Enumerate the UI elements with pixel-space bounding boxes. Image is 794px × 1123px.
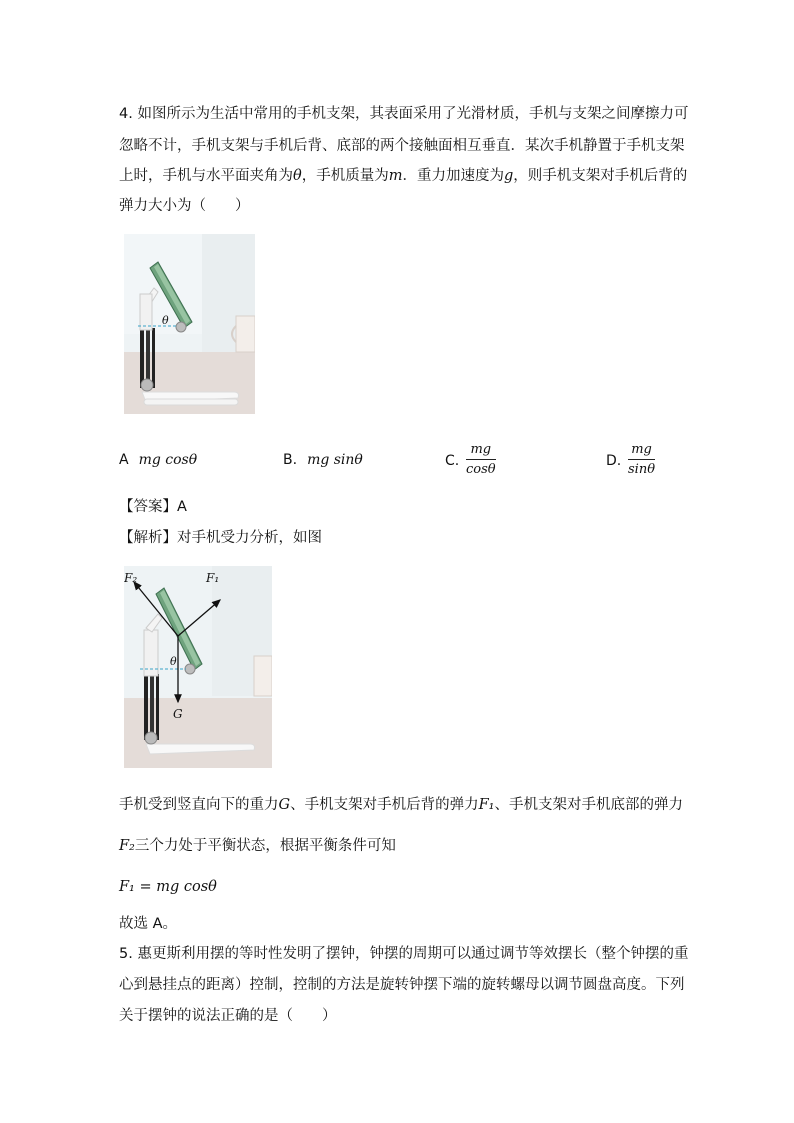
analysis-line-2: [119, 836, 396, 856]
analysis-line-2-b: 三个力处于平衡状态，根据平衡条件可知: [134, 838, 396, 854]
analysis-line-1: [119, 795, 683, 815]
analysis-f1: F₁: [478, 797, 495, 813]
q4-gravity: g: [503, 168, 514, 184]
option-c-denominator: cosθ: [466, 462, 496, 477]
q4-line-3-b: ，手机质量为: [301, 168, 389, 184]
option-d-label: D.: [606, 453, 622, 469]
fig-theta-label: θ: [170, 655, 177, 668]
phone-stand-figure: [124, 234, 255, 414]
analysis-line: [119, 528, 322, 548]
q4-line-1: 4. 如图所示为生活中常用的手机支架，其表面采用了光滑材质，手机与支架之间摩擦力可: [119, 106, 689, 122]
q5-line-2: 心到悬挂点的距离）控制，控制的方法是旋转钟摆下端的旋转螺母以调节圆盘高度。下列: [119, 977, 685, 993]
analysis-equation: F₁ = mg cosθ: [119, 879, 217, 895]
fig-f1-label: F₁: [206, 571, 220, 585]
q4-mass: m: [388, 168, 403, 184]
analysis-f2: F₂: [119, 838, 135, 854]
analysis-line-1-b: 、手机支架对手机后背的弹力: [290, 797, 479, 813]
q4-line-2: 忽略不计，手机支架与手机后背、底部的两个接触面相互垂直．某次手机静置于手机支架: [119, 138, 685, 154]
option-d-denominator: sinθ: [628, 462, 656, 477]
q5-line-3: 关于摆钟的说法正确的是（ ）: [119, 1008, 337, 1024]
fig-g-label: G: [173, 707, 183, 721]
analysis-label: 【解析】: [119, 530, 177, 546]
option-a[interactable]: [119, 452, 197, 468]
option-d-fraction: [628, 442, 655, 477]
option-c-label: C.: [445, 453, 460, 469]
analysis-conclusion: 故选 A。: [119, 916, 178, 932]
option-c-fraction: [466, 442, 496, 477]
q5-line-1: 5. 惠更斯利用摆的等时性发明了摆钟，钟摆的周期可以通过调节等效摆长（整个钟摆的重: [119, 946, 689, 962]
figure-theta-label: θ: [162, 314, 169, 327]
analysis-line-1-a: 手机受到竖直向下的重力: [119, 797, 279, 813]
option-b[interactable]: [283, 452, 363, 468]
analysis-intro: 对手机受力分析，如图: [177, 530, 322, 546]
q4-line-4: 弹力大小为（ ）: [119, 198, 250, 214]
q4-line-3-d: ，则手机支架对手机后背的: [513, 168, 688, 184]
option-a-label: A: [119, 452, 129, 468]
force-diagram-figure: [124, 566, 272, 768]
option-b-value: mg sinθ: [307, 452, 363, 468]
q4-line-3-a: 上时，手机与水平面夹角为: [119, 168, 293, 184]
q4-line-3: [119, 166, 687, 186]
answer-value: A: [177, 499, 187, 515]
q4-theta: θ: [293, 168, 302, 184]
option-a-value: mg cosθ: [138, 452, 198, 468]
option-d-numerator: mg: [628, 442, 655, 460]
fig-f2-label: F₂: [124, 571, 138, 585]
option-c-numerator: mg: [466, 442, 496, 460]
q4-line-3-c: ．重力加速度为: [402, 168, 504, 184]
analysis-g: G: [278, 797, 291, 813]
answer-label: 【答案】: [119, 499, 177, 515]
answer-line: [119, 497, 187, 517]
analysis-line-1-c: 、手机支架对手机底部的弹力: [494, 797, 683, 813]
option-b-label: B.: [283, 452, 298, 468]
